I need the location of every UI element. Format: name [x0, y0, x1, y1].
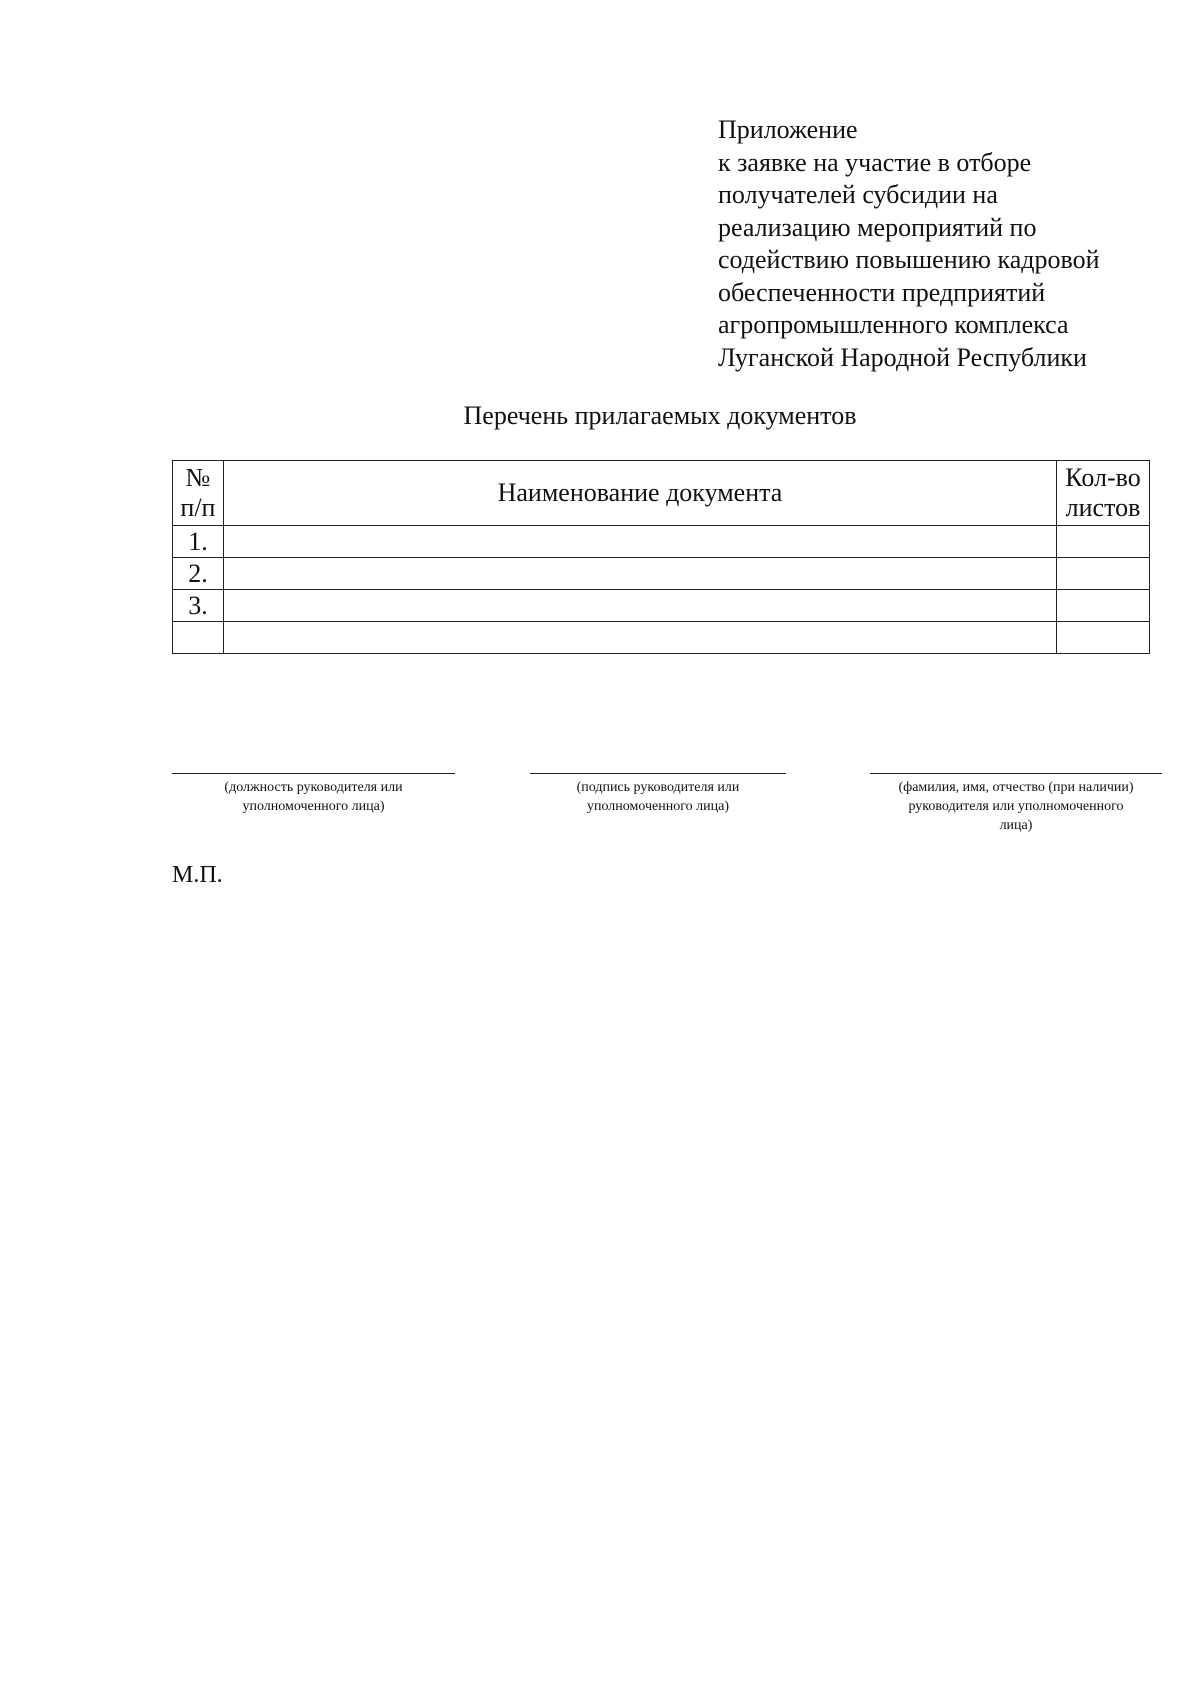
- appendix-line: получателей субсидии на: [718, 180, 998, 209]
- row-number: 3.: [173, 590, 224, 622]
- appendix-line: агропромышленного комплекса: [718, 310, 1069, 339]
- document-name-cell[interactable]: [223, 622, 1056, 654]
- signature-sign-block: [530, 773, 786, 816]
- header-number-line1: №: [185, 463, 211, 492]
- appendix-line: Луганской Народной Республики: [718, 342, 1087, 372]
- appendix-line: содействию повышению кадровой: [718, 245, 1100, 274]
- table-header-row: [173, 461, 1150, 526]
- appendix-line: Приложение: [718, 115, 858, 144]
- header-sheets-line2: листов: [1065, 493, 1141, 522]
- appendix-line: к заявке на участие в отборе: [718, 147, 1032, 177]
- signature-fullname-block: [870, 773, 1162, 835]
- header-number: [173, 461, 224, 526]
- document-name-cell[interactable]: [223, 558, 1056, 590]
- document-title: Перечень прилагаемых документов: [463, 401, 857, 430]
- table-row: [173, 558, 1150, 590]
- header-document-name: Наименование документа: [223, 461, 1056, 526]
- sheet-count-cell[interactable]: [1057, 590, 1150, 622]
- signature-caption: руководителя или уполномоченного: [908, 799, 1124, 814]
- signature-caption: (фамилия, имя, отчество (при наличии): [898, 780, 1134, 795]
- signature-caption: (должность руководителя или: [224, 780, 403, 795]
- appendix-line: реализацию мероприятий по: [718, 212, 1037, 242]
- header-sheet-count: [1057, 461, 1150, 526]
- table-row: [173, 622, 1150, 654]
- row-number: 2.: [173, 558, 224, 590]
- table-row: [173, 590, 1150, 622]
- document-name-cell[interactable]: [223, 590, 1056, 622]
- sheet-count-cell[interactable]: [1057, 526, 1150, 558]
- signature-caption: лица): [999, 818, 1033, 833]
- documents-table: [172, 460, 1150, 654]
- signature-caption: (подпись руководителя или: [576, 780, 740, 795]
- row-number: 1.: [173, 526, 224, 558]
- appendix-line: обеспеченности предприятий: [718, 277, 1046, 307]
- document-name-cell[interactable]: [223, 526, 1056, 558]
- table-row: [173, 526, 1150, 558]
- signature-position-block: [172, 773, 455, 816]
- sheet-count-cell[interactable]: [1057, 622, 1150, 654]
- header-number-line2: п/п: [180, 493, 216, 522]
- signature-caption: уполномоченного лица): [242, 799, 385, 814]
- stamp-label: М.П.: [172, 862, 223, 888]
- sheet-count-cell[interactable]: [1057, 558, 1150, 590]
- header-sheets-line1: Кол-во: [1065, 463, 1141, 492]
- signature-caption: уполномоченного лица): [587, 799, 729, 814]
- row-number: [173, 622, 224, 654]
- appendix-heading: [718, 114, 1158, 374]
